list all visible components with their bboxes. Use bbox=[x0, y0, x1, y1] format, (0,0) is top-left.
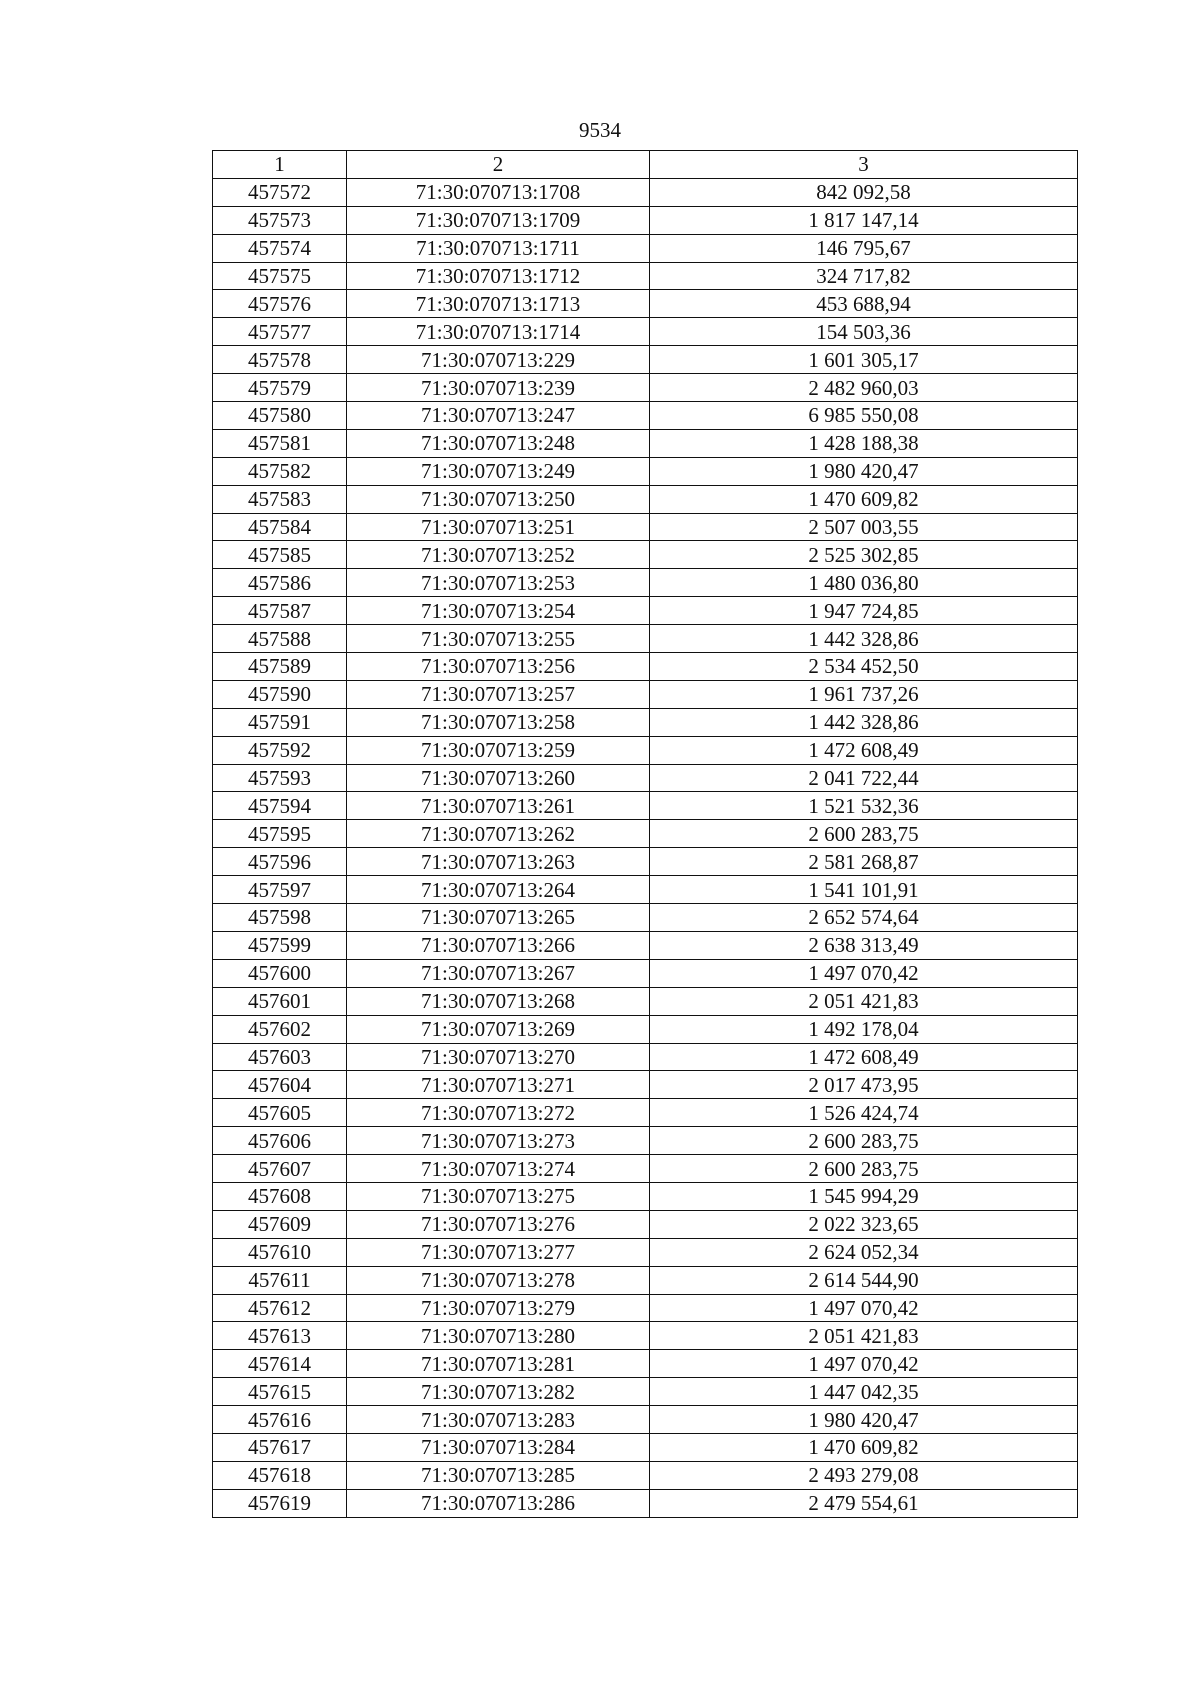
cadastral-number-cell: 71:30:070713:270 bbox=[347, 1043, 650, 1071]
table-row bbox=[213, 1266, 1078, 1294]
table-row bbox=[213, 1127, 1078, 1155]
table-row bbox=[213, 485, 1078, 513]
row-number-cell: 457618 bbox=[213, 1461, 347, 1489]
table-row bbox=[213, 1043, 1078, 1071]
row-number-cell: 457584 bbox=[213, 513, 347, 541]
cadastral-number-cell: 71:30:070713:1714 bbox=[347, 318, 650, 346]
table-row bbox=[213, 1406, 1078, 1434]
column-header-2: 2 bbox=[347, 151, 650, 179]
cadastral-number-cell: 71:30:070713:1712 bbox=[347, 262, 650, 290]
table-row bbox=[213, 1238, 1078, 1266]
row-number-cell: 457592 bbox=[213, 736, 347, 764]
cadastral-number-cell: 71:30:070713:279 bbox=[347, 1294, 650, 1322]
row-number-cell: 457615 bbox=[213, 1378, 347, 1406]
value-cell: 1 497 070,42 bbox=[650, 959, 1078, 987]
cadastral-number-cell: 71:30:070713:284 bbox=[347, 1433, 650, 1461]
cadastral-number-cell: 71:30:070713:280 bbox=[347, 1322, 650, 1350]
table-row bbox=[213, 597, 1078, 625]
row-number-cell: 457578 bbox=[213, 346, 347, 374]
registry-table bbox=[212, 150, 1078, 1518]
value-cell: 2 017 473,95 bbox=[650, 1071, 1078, 1099]
column-header-1: 1 bbox=[213, 151, 347, 179]
row-number-cell: 457576 bbox=[213, 290, 347, 318]
cadastral-number-cell: 71:30:070713:274 bbox=[347, 1155, 650, 1183]
value-cell: 1 472 608,49 bbox=[650, 736, 1078, 764]
cadastral-number-cell: 71:30:070713:255 bbox=[347, 625, 650, 653]
cadastral-number-cell: 71:30:070713:254 bbox=[347, 597, 650, 625]
row-number-cell: 457619 bbox=[213, 1489, 347, 1517]
cadastral-number-cell: 71:30:070713:259 bbox=[347, 736, 650, 764]
cadastral-number-cell: 71:30:070713:249 bbox=[347, 457, 650, 485]
table-row bbox=[213, 513, 1078, 541]
cadastral-number-cell: 71:30:070713:1709 bbox=[347, 206, 650, 234]
table-row bbox=[213, 346, 1078, 374]
cadastral-number-cell: 71:30:070713:271 bbox=[347, 1071, 650, 1099]
value-cell: 1 980 420,47 bbox=[650, 1406, 1078, 1434]
value-cell: 2 022 323,65 bbox=[650, 1210, 1078, 1238]
value-cell: 2 600 283,75 bbox=[650, 1155, 1078, 1183]
cadastral-number-cell: 71:30:070713:262 bbox=[347, 820, 650, 848]
cadastral-number-cell: 71:30:070713:282 bbox=[347, 1378, 650, 1406]
page-number: 9534 bbox=[579, 118, 621, 142]
table-row bbox=[213, 290, 1078, 318]
cadastral-number-cell: 71:30:070713:247 bbox=[347, 402, 650, 430]
row-number-cell: 457602 bbox=[213, 1015, 347, 1043]
row-number-cell: 457588 bbox=[213, 625, 347, 653]
row-number-cell: 457601 bbox=[213, 987, 347, 1015]
row-number-cell: 457574 bbox=[213, 234, 347, 262]
row-number-cell: 457573 bbox=[213, 206, 347, 234]
value-cell: 1 442 328,86 bbox=[650, 708, 1078, 736]
row-number-cell: 457607 bbox=[213, 1155, 347, 1183]
table-row bbox=[213, 1015, 1078, 1043]
value-cell: 1 601 305,17 bbox=[650, 346, 1078, 374]
row-number-cell: 457617 bbox=[213, 1433, 347, 1461]
value-cell: 2 493 279,08 bbox=[650, 1461, 1078, 1489]
row-number-cell: 457613 bbox=[213, 1322, 347, 1350]
value-cell: 1 472 608,49 bbox=[650, 1043, 1078, 1071]
cadastral-number-cell: 71:30:070713:266 bbox=[347, 931, 650, 959]
table-row bbox=[213, 318, 1078, 346]
value-cell: 1 492 178,04 bbox=[650, 1015, 1078, 1043]
row-number-cell: 457580 bbox=[213, 402, 347, 430]
cadastral-number-cell: 71:30:070713:239 bbox=[347, 374, 650, 402]
row-number-cell: 457598 bbox=[213, 904, 347, 932]
value-cell: 2 534 452,50 bbox=[650, 653, 1078, 681]
column-header-3: 3 bbox=[650, 151, 1078, 179]
row-number-cell: 457610 bbox=[213, 1238, 347, 1266]
value-cell: 2 600 283,75 bbox=[650, 1127, 1078, 1155]
cadastral-number-cell: 71:30:070713:272 bbox=[347, 1099, 650, 1127]
value-cell: 1 817 147,14 bbox=[650, 206, 1078, 234]
cadastral-number-cell: 71:30:070713:263 bbox=[347, 848, 650, 876]
table-row bbox=[213, 792, 1078, 820]
value-cell: 2 525 302,85 bbox=[650, 541, 1078, 569]
value-cell: 1 497 070,42 bbox=[650, 1350, 1078, 1378]
value-cell: 2 482 960,03 bbox=[650, 374, 1078, 402]
row-number-cell: 457614 bbox=[213, 1350, 347, 1378]
table-row bbox=[213, 653, 1078, 681]
cadastral-number-cell: 71:30:070713:229 bbox=[347, 346, 650, 374]
value-cell: 1 470 609,82 bbox=[650, 485, 1078, 513]
table-row bbox=[213, 402, 1078, 430]
cadastral-number-cell: 71:30:070713:264 bbox=[347, 876, 650, 904]
cadastral-number-cell: 71:30:070713:252 bbox=[347, 541, 650, 569]
cadastral-number-cell: 71:30:070713:257 bbox=[347, 680, 650, 708]
table-header-row bbox=[213, 151, 1078, 179]
value-cell: 1 545 994,29 bbox=[650, 1182, 1078, 1210]
value-cell: 2 051 421,83 bbox=[650, 987, 1078, 1015]
value-cell: 2 041 722,44 bbox=[650, 764, 1078, 792]
row-number-cell: 457605 bbox=[213, 1099, 347, 1127]
cadastral-number-cell: 71:30:070713:250 bbox=[347, 485, 650, 513]
table-row bbox=[213, 178, 1078, 206]
value-cell: 1 470 609,82 bbox=[650, 1433, 1078, 1461]
value-cell: 2 638 313,49 bbox=[650, 931, 1078, 959]
row-number-cell: 457575 bbox=[213, 262, 347, 290]
table-row bbox=[213, 206, 1078, 234]
cadastral-number-cell: 71:30:070713:251 bbox=[347, 513, 650, 541]
table-row bbox=[213, 1378, 1078, 1406]
row-number-cell: 457612 bbox=[213, 1294, 347, 1322]
cadastral-number-cell: 71:30:070713:269 bbox=[347, 1015, 650, 1043]
value-cell: 2 051 421,83 bbox=[650, 1322, 1078, 1350]
table-row bbox=[213, 959, 1078, 987]
table-row bbox=[213, 848, 1078, 876]
cadastral-number-cell: 71:30:070713:283 bbox=[347, 1406, 650, 1434]
value-cell: 6 985 550,08 bbox=[650, 402, 1078, 430]
cadastral-number-cell: 71:30:070713:278 bbox=[347, 1266, 650, 1294]
value-cell: 842 092,58 bbox=[650, 178, 1078, 206]
value-cell: 1 497 070,42 bbox=[650, 1294, 1078, 1322]
row-number-cell: 457597 bbox=[213, 876, 347, 904]
row-number-cell: 457600 bbox=[213, 959, 347, 987]
value-cell: 1 447 042,35 bbox=[650, 1378, 1078, 1406]
row-number-cell: 457579 bbox=[213, 374, 347, 402]
value-cell: 2 614 544,90 bbox=[650, 1266, 1078, 1294]
row-number-cell: 457593 bbox=[213, 764, 347, 792]
cadastral-number-cell: 71:30:070713:277 bbox=[347, 1238, 650, 1266]
table-row bbox=[213, 1155, 1078, 1183]
value-cell: 1 961 737,26 bbox=[650, 680, 1078, 708]
value-cell: 2 624 052,34 bbox=[650, 1238, 1078, 1266]
value-cell: 453 688,94 bbox=[650, 290, 1078, 318]
cadastral-number-cell: 71:30:070713:253 bbox=[347, 569, 650, 597]
row-number-cell: 457594 bbox=[213, 792, 347, 820]
cadastral-number-cell: 71:30:070713:276 bbox=[347, 1210, 650, 1238]
table-row bbox=[213, 680, 1078, 708]
table-row bbox=[213, 764, 1078, 792]
table-row bbox=[213, 625, 1078, 653]
table-row bbox=[213, 1433, 1078, 1461]
row-number-cell: 457590 bbox=[213, 680, 347, 708]
cadastral-number-cell: 71:30:070713:1711 bbox=[347, 234, 650, 262]
table-row bbox=[213, 1071, 1078, 1099]
value-cell: 2 581 268,87 bbox=[650, 848, 1078, 876]
row-number-cell: 457589 bbox=[213, 653, 347, 681]
table-row bbox=[213, 569, 1078, 597]
table-row bbox=[213, 820, 1078, 848]
cadastral-number-cell: 71:30:070713:248 bbox=[347, 429, 650, 457]
row-number-cell: 457596 bbox=[213, 848, 347, 876]
cadastral-number-cell: 71:30:070713:285 bbox=[347, 1461, 650, 1489]
table-row bbox=[213, 1350, 1078, 1378]
value-cell: 154 503,36 bbox=[650, 318, 1078, 346]
table-body bbox=[213, 178, 1078, 1517]
row-number-cell: 457572 bbox=[213, 178, 347, 206]
cadastral-number-cell: 71:30:070713:260 bbox=[347, 764, 650, 792]
value-cell: 2 652 574,64 bbox=[650, 904, 1078, 932]
value-cell: 1 526 424,74 bbox=[650, 1099, 1078, 1127]
value-cell: 324 717,82 bbox=[650, 262, 1078, 290]
row-number-cell: 457577 bbox=[213, 318, 347, 346]
value-cell: 146 795,67 bbox=[650, 234, 1078, 262]
cadastral-number-cell: 71:30:070713:281 bbox=[347, 1350, 650, 1378]
table-row bbox=[213, 541, 1078, 569]
table-row bbox=[213, 1099, 1078, 1127]
cadastral-number-cell: 71:30:070713:258 bbox=[347, 708, 650, 736]
table-row bbox=[213, 262, 1078, 290]
table-row bbox=[213, 429, 1078, 457]
row-number-cell: 457583 bbox=[213, 485, 347, 513]
table-row bbox=[213, 234, 1078, 262]
cadastral-number-cell: 71:30:070713:273 bbox=[347, 1127, 650, 1155]
row-number-cell: 457587 bbox=[213, 597, 347, 625]
value-cell: 1 521 532,36 bbox=[650, 792, 1078, 820]
table-row bbox=[213, 931, 1078, 959]
cadastral-number-cell: 71:30:070713:267 bbox=[347, 959, 650, 987]
table-row bbox=[213, 1294, 1078, 1322]
value-cell: 1 947 724,85 bbox=[650, 597, 1078, 625]
table-row bbox=[213, 1322, 1078, 1350]
cadastral-number-cell: 71:30:070713:256 bbox=[347, 653, 650, 681]
row-number-cell: 457608 bbox=[213, 1182, 347, 1210]
value-cell: 2 507 003,55 bbox=[650, 513, 1078, 541]
table-row bbox=[213, 904, 1078, 932]
table-row bbox=[213, 987, 1078, 1015]
row-number-cell: 457603 bbox=[213, 1043, 347, 1071]
row-number-cell: 457591 bbox=[213, 708, 347, 736]
row-number-cell: 457611 bbox=[213, 1266, 347, 1294]
table-row bbox=[213, 374, 1078, 402]
table-row bbox=[213, 708, 1078, 736]
row-number-cell: 457595 bbox=[213, 820, 347, 848]
table-row bbox=[213, 736, 1078, 764]
row-number-cell: 457616 bbox=[213, 1406, 347, 1434]
value-cell: 1 442 328,86 bbox=[650, 625, 1078, 653]
table-row bbox=[213, 1461, 1078, 1489]
cadastral-number-cell: 71:30:070713:268 bbox=[347, 987, 650, 1015]
table-row bbox=[213, 1489, 1078, 1517]
row-number-cell: 457586 bbox=[213, 569, 347, 597]
value-cell: 1 480 036,80 bbox=[650, 569, 1078, 597]
table-row bbox=[213, 457, 1078, 485]
value-cell: 2 479 554,61 bbox=[650, 1489, 1078, 1517]
row-number-cell: 457581 bbox=[213, 429, 347, 457]
row-number-cell: 457606 bbox=[213, 1127, 347, 1155]
row-number-cell: 457609 bbox=[213, 1210, 347, 1238]
cadastral-number-cell: 71:30:070713:1708 bbox=[347, 178, 650, 206]
row-number-cell: 457599 bbox=[213, 931, 347, 959]
value-cell: 2 600 283,75 bbox=[650, 820, 1078, 848]
row-number-cell: 457582 bbox=[213, 457, 347, 485]
cadastral-number-cell: 71:30:070713:261 bbox=[347, 792, 650, 820]
value-cell: 1 980 420,47 bbox=[650, 457, 1078, 485]
value-cell: 1 541 101,91 bbox=[650, 876, 1078, 904]
row-number-cell: 457604 bbox=[213, 1071, 347, 1099]
cadastral-number-cell: 71:30:070713:265 bbox=[347, 904, 650, 932]
table-row bbox=[213, 876, 1078, 904]
cadastral-number-cell: 71:30:070713:286 bbox=[347, 1489, 650, 1517]
table-row bbox=[213, 1182, 1078, 1210]
cadastral-number-cell: 71:30:070713:275 bbox=[347, 1182, 650, 1210]
cadastral-number-cell: 71:30:070713:1713 bbox=[347, 290, 650, 318]
row-number-cell: 457585 bbox=[213, 541, 347, 569]
value-cell: 1 428 188,38 bbox=[650, 429, 1078, 457]
table-row bbox=[213, 1210, 1078, 1238]
